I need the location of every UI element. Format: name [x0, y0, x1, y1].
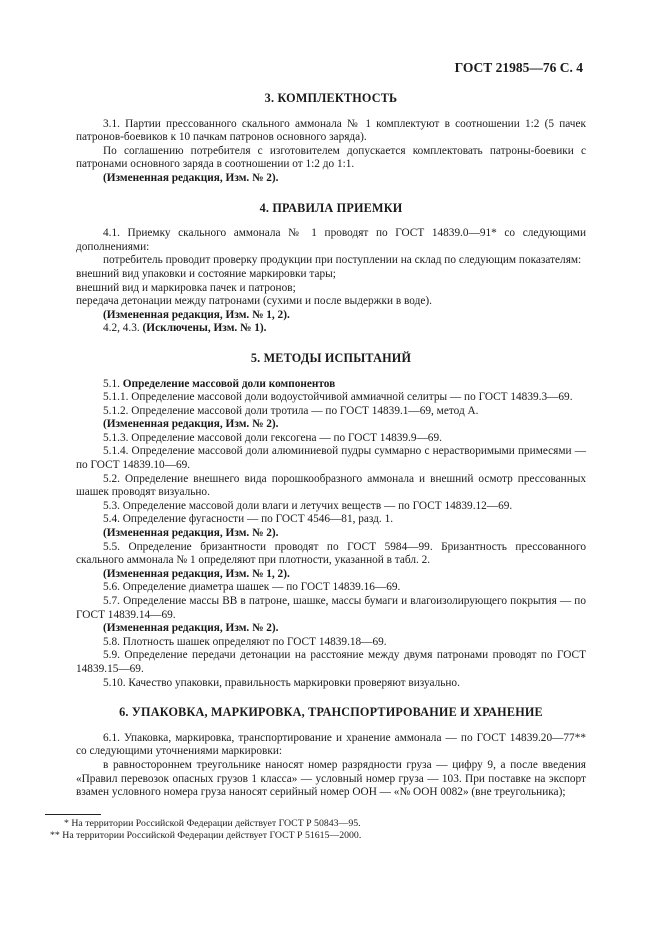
amendment-note: (Измененная редакция, Изм. № 1, 2).: [103, 308, 290, 321]
paragraph-number: 4.2, 4.3.: [103, 322, 143, 335]
paragraph: 5.9. Определение передачи детонации на расстояние между двумя патронами проводят по ГОСТ 14839.15—69.: [76, 649, 586, 675]
paragraph: 5.8. Плотность шашек определяют по ГОСТ 14839.18—69.: [103, 635, 387, 648]
amendment-note: (Измененная редакция, Изм. № 2).: [103, 527, 279, 540]
list-item: внешний вид упаковки и состояние маркировки тары;: [76, 267, 336, 280]
subsection-title: Определение массовой доли компонентов: [122, 377, 336, 390]
paragraph: 4.1. Приемку скального аммонала № 1 проводят по ГОСТ 14839.0—91* со следующими дополнениями:: [76, 227, 586, 253]
paragraph: потребитель проводит проверку продукции при поступлении на склад по следующим показателям:: [103, 254, 582, 267]
footnote-divider: [45, 814, 101, 815]
section-title: 3. КОМПЛЕКТНОСТЬ: [264, 91, 398, 105]
paragraph-number: 5.1.: [103, 377, 123, 390]
amendment-note: (Измененная редакция, Изм. № 2).: [103, 622, 279, 635]
paragraph: 6.1. Упаковка, маркировка, транспортирование и хранение аммонала — по ГОСТ 14839.20—77** со следующими уточнениями маркировки:: [76, 731, 586, 758]
paragraph: 5.5. Определение бризантности проводят по ГОСТ 5984—99. Бризантность прессованного скального аммонала № 1 определяют при плотности, указанной в табл. 2.: [76, 540, 586, 567]
paragraph: По соглашению потребителя с изготовителем допускается комплектовать патроны-боевики с патронами основного заряда в соотношении от 1:2 до 1:1.: [76, 144, 586, 171]
amendment-note: (Измененная редакция, Изм. № 2).: [103, 171, 279, 184]
footnote: * На территории Российской Федерации действует ГОСТ Р 50843—95.: [64, 818, 361, 829]
amendment-note: (Измененная редакция, Изм. № 2).: [103, 418, 279, 431]
paragraph: 5.1.2. Определение массовой доли тротила — по ГОСТ 14839.1—69, метод А.: [103, 404, 479, 417]
section-title: 5. МЕТОДЫ ИСПЫТАНИЙ: [250, 350, 412, 365]
section-title: 4. ПРАВИЛА ПРИЕМКИ: [259, 200, 403, 215]
list-item: передача детонации между патронами (сухими и после выдержки в воде).: [76, 295, 432, 308]
paragraph: 5.6. Определение диаметра шашек — по ГОСТ 14839.16—69.: [103, 581, 401, 594]
footnote: ** На территории Российской Федерации действует ГОСТ Р 51615—2000.: [50, 830, 362, 841]
paragraph: 5.4. Определение фугасности — по ГОСТ 4546—81, разд. 1.: [103, 513, 394, 526]
paragraph: 5.10. Качество упаковки, правильность маркировки проверяют визуально.: [103, 676, 460, 689]
footnotes: [50, 818, 610, 842]
paragraph: 5.1.4. Определение массовой доли алюминиевой пудры суммарно с нерастворимыми примесями — по ГОСТ 14839.10—69.: [76, 445, 586, 472]
list-item: внешний вид и маркировка пачек и патронов;: [76, 281, 296, 294]
paragraph: 3.1. Партии прессованного скального аммонала № 1 комплектуют в соотношении 1:2 (5 пачек патронов-боевиков к 10 пачкам патронов основного заряда).: [76, 117, 586, 144]
paragraph: в равностороннем треугольнике наносят номер разрядности груза — цифру 9, а после введения «Правил перевозок опасных грузов 1 класса» — условный номер груза — 103. При поставке на экспорт взамен условного номера груза наносят серийный номер ООН — «№ ООН 0082» (вне треугольника);: [76, 758, 586, 799]
paragraph: [76, 322, 586, 336]
paragraph: 5.3. Определение массовой доли влаги и летучих веществ — по ГОСТ 14839.12—69.: [103, 499, 513, 512]
amendment-note: (Исключены, Изм. № 1).: [142, 322, 267, 335]
paragraph: 5.7. Определение массы ВВ в патроне, шашке, массы бумаги и влагоизолирующего покрытия — по ГОСТ 14839.14—69.: [76, 595, 586, 621]
paragraph: 5.2. Определение внешнего вида порошкообразного аммонала и внешний осмотр прессованных шашек проводят визуально.: [76, 472, 586, 499]
section-title: 6. УПАКОВКА, МАРКИРОВКА, ТРАНСПОРТИРОВАНИЕ И ХРАНЕНИЕ: [119, 705, 543, 720]
paragraph: 5.1.3. Определение массовой доли гексогена — по ГОСТ 14839.9—69.: [103, 431, 442, 444]
paragraph: [76, 378, 586, 392]
document-body: [76, 92, 586, 800]
paragraph: 5.1.1. Определение массовой доли водоустойчивой аммиачной селитры — по ГОСТ 14839.3—69.: [103, 391, 573, 404]
amendment-note: (Измененная редакция, Изм. № 1, 2).: [103, 567, 290, 580]
page-header: ГОСТ 21985—76 С. 4: [454, 60, 583, 75]
